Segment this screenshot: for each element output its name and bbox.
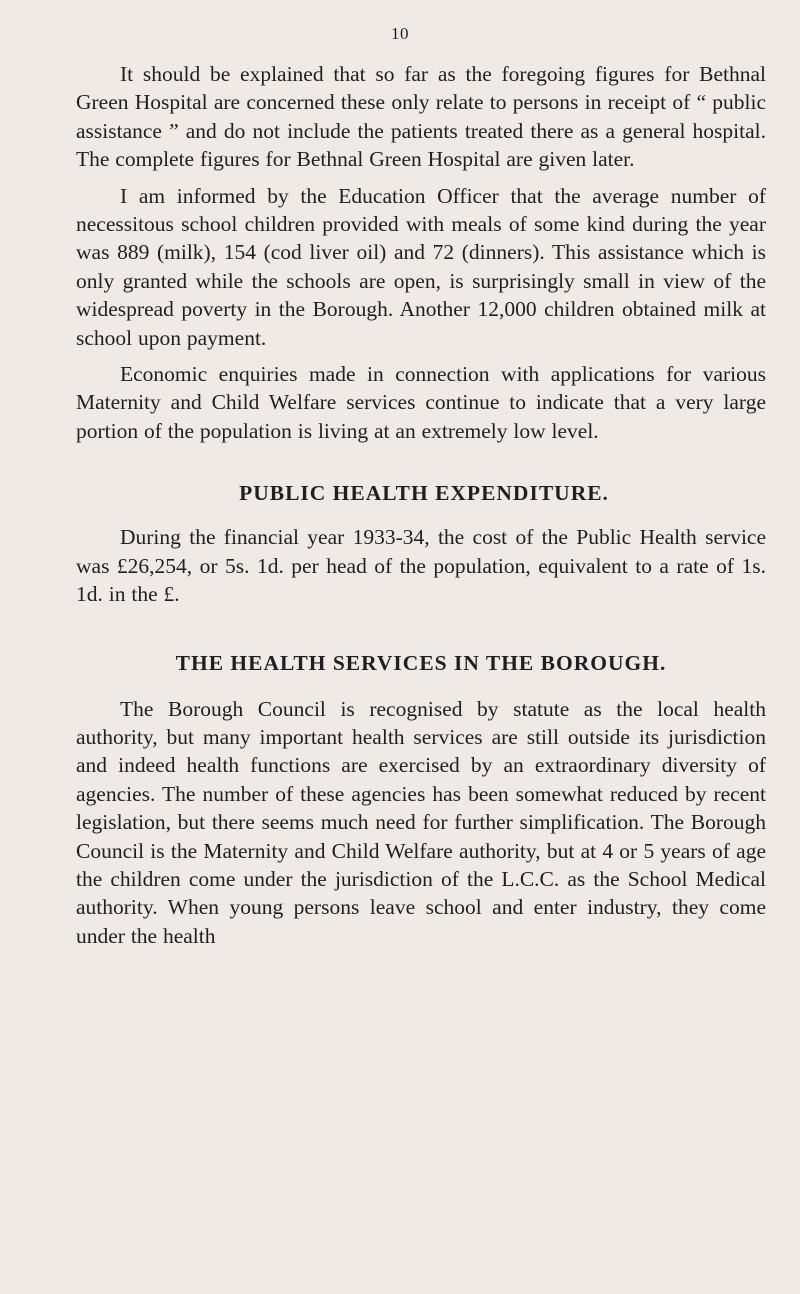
paragraph-health-services: The Borough Council is recognised by statute as the local health authority, but many important health services are still outside its jurisdiction and indeed health functions are exercised by an extraordinary diversity of agencies. The number of these agencies has been somewhat reduced by recent legislation, but there seems much need for further simplification. The Borough Council is the Maternity and Child Welfare authority, but at 4 or 5 years of age the children come under the jurisdiction of the L.C.C. as the School Medical authority. When young persons leave school and enter industry, they come under the health xyxy=(76,696,766,948)
paragraph-expenditure: During the financial year 1933-34, the cost of the Public Health service was £26,254, or 5s. 1d. per head of the population, equivalent to a rate of 1s. 1d. in the £. xyxy=(76,525,766,607)
paragraph-gap xyxy=(76,174,766,182)
page-body xyxy=(76,60,766,950)
paragraph-hospital-figures: It should be explained that so far as the foregoing figures for Bethnal Green Hospital are concerned these only relate to persons in receipt of “ public assistance ” and do not include the patients treated there as a general hospital. The complete figures for Bethnal Green Hospital are given later. xyxy=(76,62,766,172)
paragraph-school-meals: I am informed by the Education Officer that the average number of necessitous school children provided with meals of some kind during the year was 889 (milk), 154 (cod liver oil) and 72 (dinners). This assistance which is only granted while the schools are open, is surprisingly small in view of the widespread poverty in the Borough. Another 12,000 children obtained milk at school upon payment. xyxy=(76,183,766,350)
heading-public-health-expenditure: PUBLIC HEALTH EXPENDITURE. xyxy=(239,481,609,506)
paragraph-gap xyxy=(76,352,766,360)
heading-health-services: THE HEALTH SERVICES IN THE BOROUGH. xyxy=(175,650,667,675)
paragraph-economic-enquiries: Economic enquiries made in connection with applications for various Maternity and Child Welfare services continue to indicate that a very large portion of the population is living at an extremely low level. xyxy=(76,362,766,443)
page-number: 10 xyxy=(391,24,409,43)
